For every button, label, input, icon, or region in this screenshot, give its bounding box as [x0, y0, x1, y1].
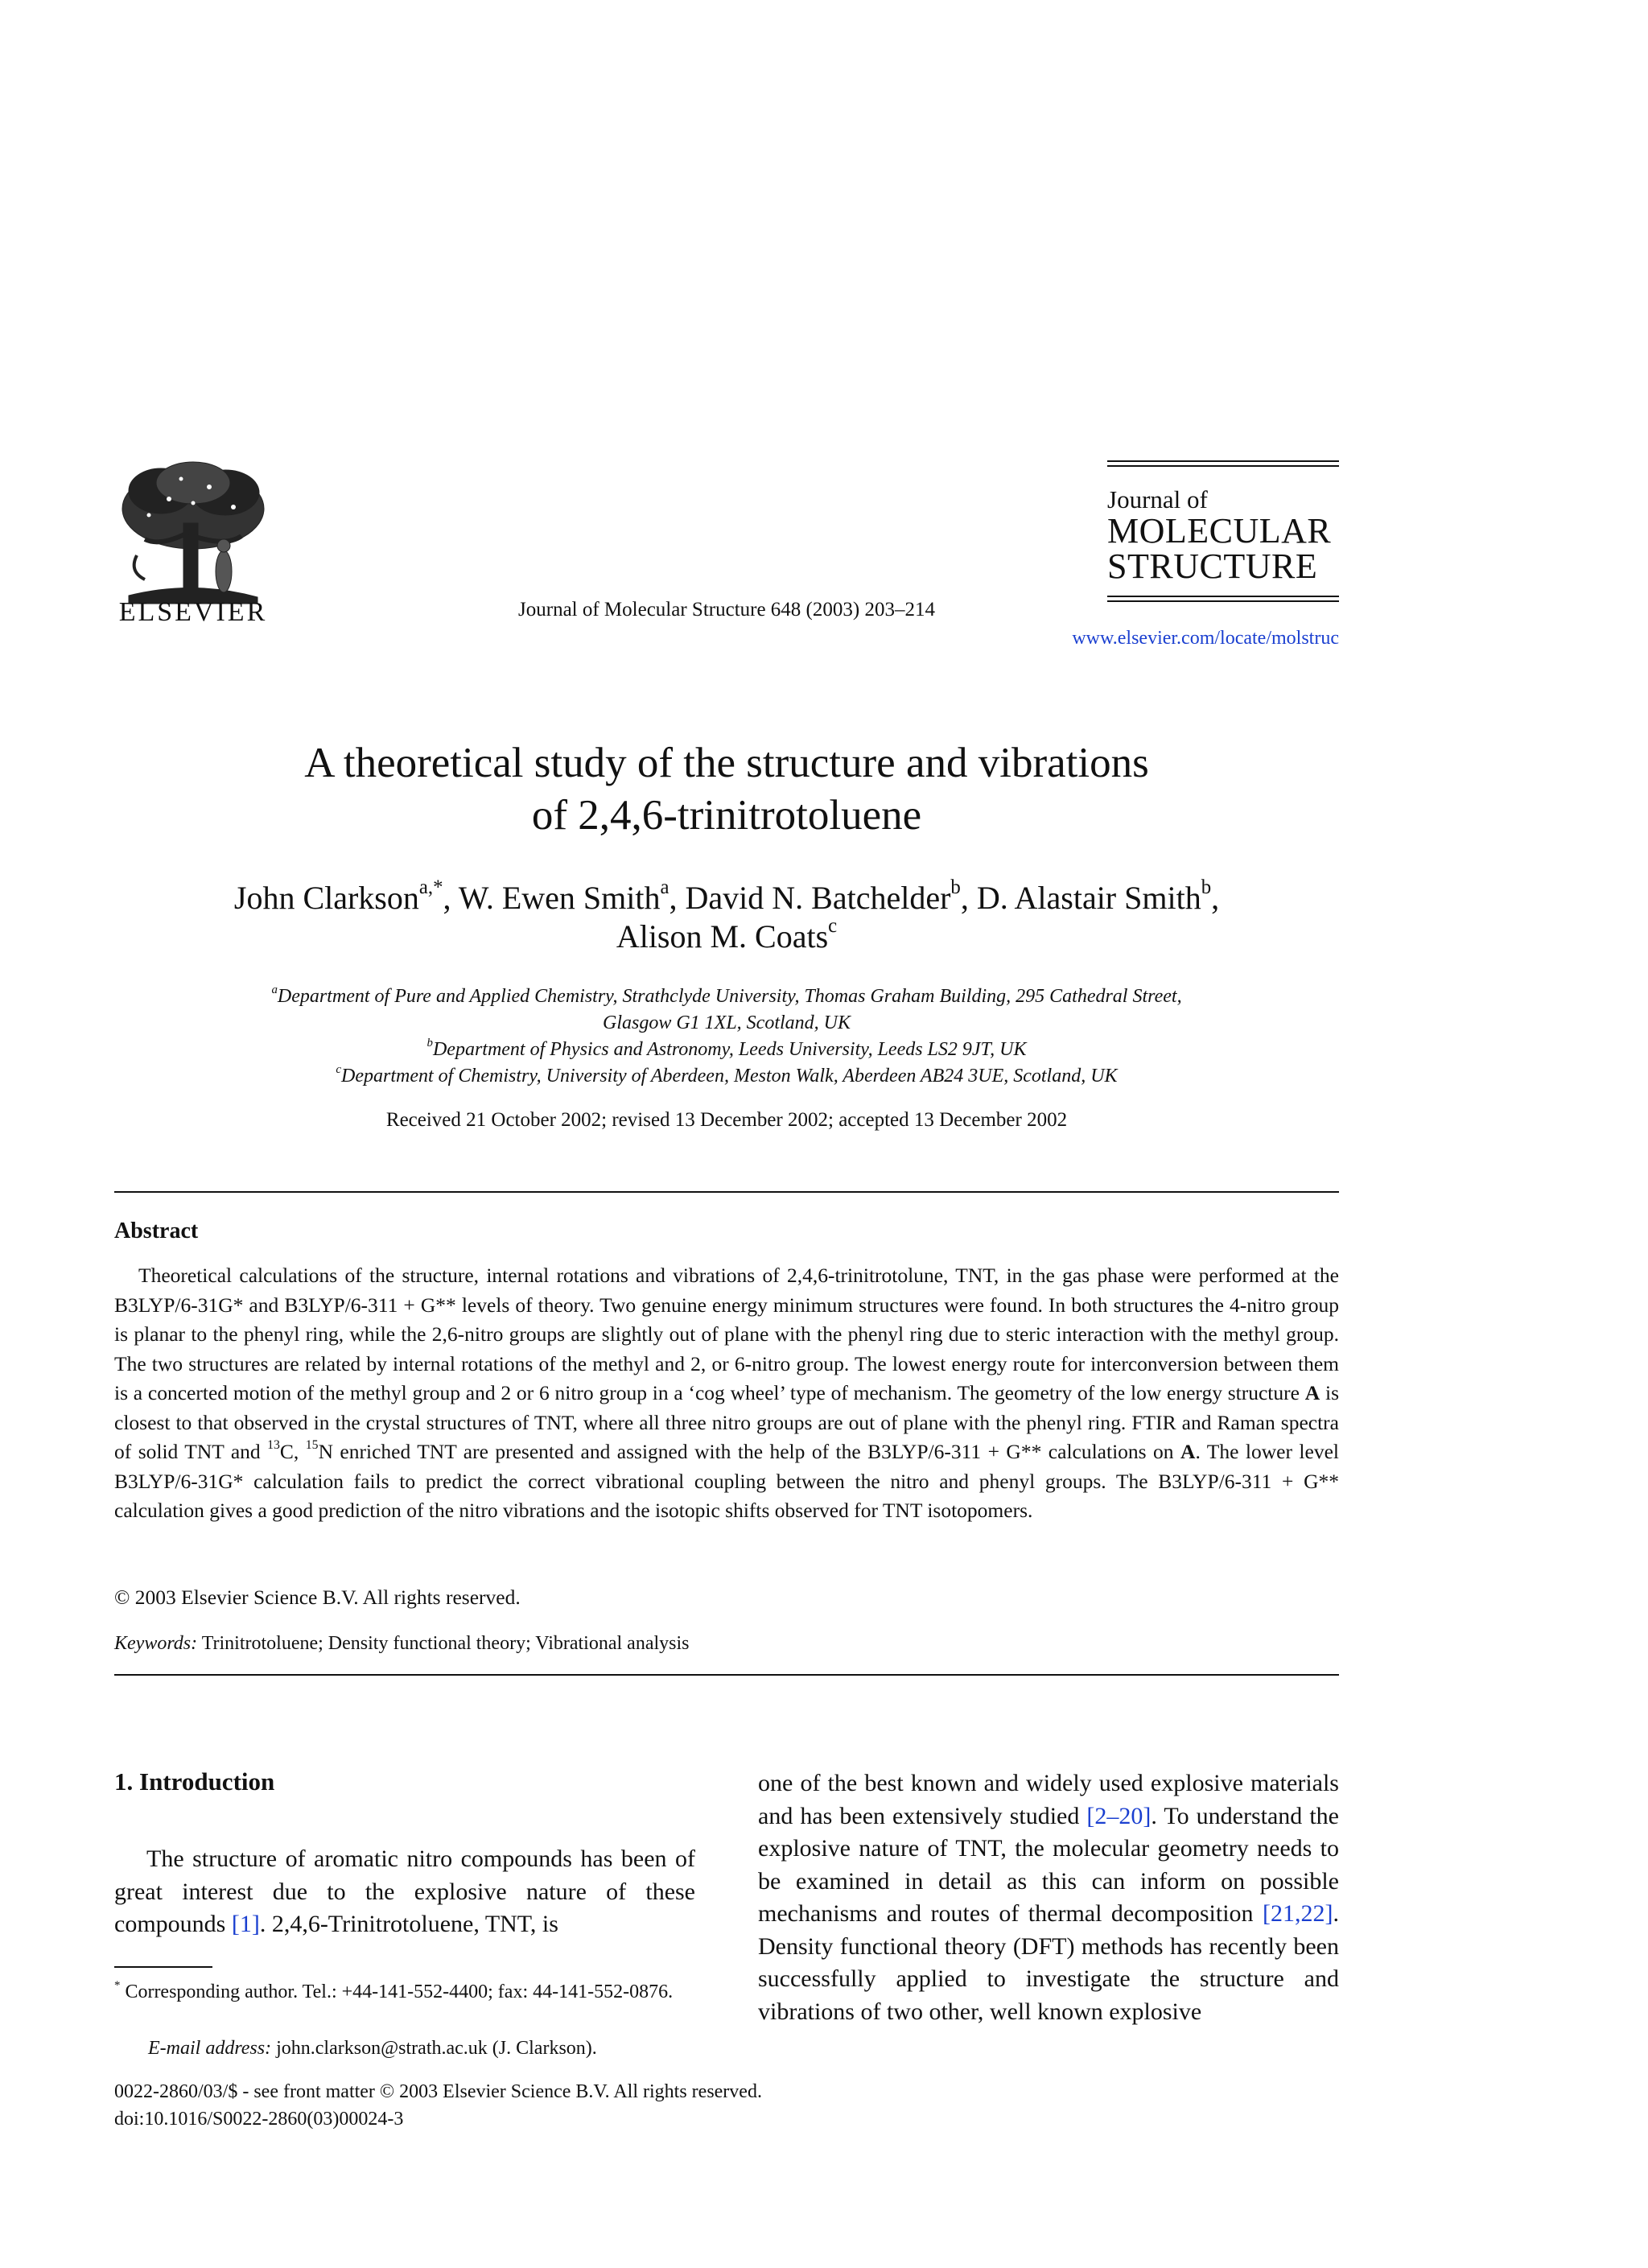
author-affil-mark: c [828, 915, 838, 938]
abstract-text: Theoretical calculations of the structure, internal rotations and vibrations of 2,4,6-trinitrotolune, TNT, in the gas phase were performed at the B3LYP/6-31G* and B3LYP/6-311 + G** levels of theory. Two genuine energy minimum structures were found. In both structures the 4-nitro group is planar to the phenyl ring, while the 2,6-nitro groups are slightly out of plane with the phenyl ring due to steric interaction with the methyl group. The two structures are related by internal rotations of the methyl and 2, or 6-nitro group. The lowest energy route for interconversion between them is a concerted motion of the methyl group and 2 or 6 nitro group in a ‘cog wheel’ type of mechanism. The geometry of the low energy structure A is closest to that observed in the crystal structures of TNT, where all three nitro groups are out of plane with the phenyl ring. FTIR and Raman spectra of solid TNT and $^{13}$C, $^{15}$N enriched TNT are presented and assigned with the help of the B3LYP/6-311 + G** calculations on A. The lower level B3LYP/6-31G* calculation fails to predict the correct vibrational coupling between the nitro and phenyl groups. The B3LYP/6-311 + G** calculation gives a good prediction of the nitro vibrations and the isotopic shifts observed for TNT isotopomers. [114, 1264, 1339, 1522]
author-name: D. Alastair Smith [976, 880, 1201, 916]
author-list: John Clarkson$^{a,*}$, W. Ewen Smith$^a$, David N. Batchelder$^b$, D. Alastair Smith$^b$, Alison M. Coats$^c$ [233, 876, 1220, 955]
affiliations [114, 983, 1339, 1090]
author-affil-mark: b [1201, 876, 1212, 899]
title-line: of 2,4,6-trinitrotoluene [531, 792, 922, 839]
keywords-list: Trinitrotoluene; Density functional theory; Vibrational analysis [201, 1633, 690, 1654]
keywords [114, 1633, 690, 1655]
received-dates: Received 21 October 2002; revised 13 December 2002; accepted 13 December 2002 [385, 1109, 1068, 1131]
corresponding-author-footnote: * Corresponding author. Tel.: +44-141-552-4400; fax: 44-141-552-0876. [114, 1978, 674, 2002]
issn-line: 0022-2860/03/$ - see front matter © 2003 Elsevier Science B.V. All rights reserved. [114, 2081, 762, 2102]
author-name: David N. Batchelder [685, 880, 951, 916]
body-paragraph: The structure of aromatic nitro compounds has been of great interest due to the explosive nature of these compounds [1]. 2,4,6-Trinitrotoluene, TNT, is [114, 1845, 695, 1937]
keywords-label: Keywords: [114, 1633, 198, 1654]
footnote-rule [114, 1966, 212, 1968]
structure-label: A [1180, 1440, 1196, 1463]
journal-masthead [1107, 457, 1339, 605]
divider [114, 1191, 1339, 1193]
email-address: john.clarkson@strath.ac.uk (J. Clarkson). [271, 2038, 597, 2059]
email-footnote [114, 2035, 695, 2062]
body-paragraph: one of the best known and widely used explosive materials and has been extensively studied [2–20]. To understand the explosive nature of TNT, the molecular geometry needs to be examined in detail as this can inform on possible mechanisms and routes of thermal decomposition [21,22]. Density functional theory (DFT) methods has recently been successfully applied to investigate the structure and vibrations of two other, well known explosive [758, 1770, 1339, 2025]
abstract-heading: Abstract [114, 1219, 199, 1243]
masthead-rule [1107, 600, 1339, 602]
front-matter [114, 2078, 762, 2133]
section-heading: 1. Introduction [114, 1767, 275, 1796]
masthead-journal-of: Journal of [1107, 485, 1208, 513]
author-affil-mark: a [660, 876, 670, 899]
journal-url-link[interactable]: www.elsevier.com/locate/molstruc [1072, 628, 1339, 649]
masthead-title-line1: MOLECULAR [1107, 511, 1332, 551]
divider [114, 1674, 1339, 1676]
author-name: Alison M. Coats [616, 918, 829, 955]
masthead-rule [1107, 465, 1339, 467]
author-affil-mark: b [950, 876, 961, 899]
publisher-wordmark: ELSEVIER [118, 597, 268, 627]
affiliation-a: $^a$Department of Pure and Applied Chemistry, Strathclyde University, Thomas Graham Building, 295 Cathedral Street, [271, 983, 1182, 1007]
masthead-rule [1107, 460, 1339, 462]
author-name: John Clarkson [233, 880, 419, 916]
journal-reference: Journal of Molecular Structure 648 (2003) 203–214 [518, 599, 935, 621]
masthead-rule [1107, 596, 1339, 597]
affil-mark: c [336, 1062, 342, 1076]
doi-line: doi:10.1016/S0022-2860(03)00024-3 [114, 2109, 404, 2130]
author-affil-mark: a,* [418, 876, 443, 899]
footnote-mark: * [114, 1978, 121, 1992]
abstract-copyright: © 2003 Elsevier Science B.V. All rights reserved. [114, 1586, 521, 1609]
citation-link[interactable]: [2–20] [1086, 1802, 1152, 1829]
structure-label: A [1304, 1381, 1320, 1404]
masthead-title-line2: STRUCTURE [1107, 546, 1318, 586]
author-name: W. Ewen Smith [458, 880, 661, 916]
affiliation-c: $^c$Department of Chemistry, University of Aberdeen, Meston Walk, Aberdeen AB24 3UE, Scotland, UK [336, 1062, 1118, 1087]
affiliation-b: $^b$Department of Physics and Astronomy, Leeds University, Leeds LS2 9JT, UK [426, 1036, 1027, 1060]
article-title [114, 737, 1339, 842]
citation-link[interactable]: [1] [231, 1911, 260, 1937]
affil-mark: b [426, 1036, 433, 1049]
affiliation-a-line2: Glasgow G1 1XL, Scotland, UK [602, 1012, 851, 1033]
email-label: E-mail address: [148, 2038, 272, 2059]
citation-link[interactable]: [21,22] [1263, 1900, 1333, 1927]
affil-mark: a [271, 983, 278, 996]
title-line: A theoretical study of the structure and vibrations [304, 740, 1149, 786]
